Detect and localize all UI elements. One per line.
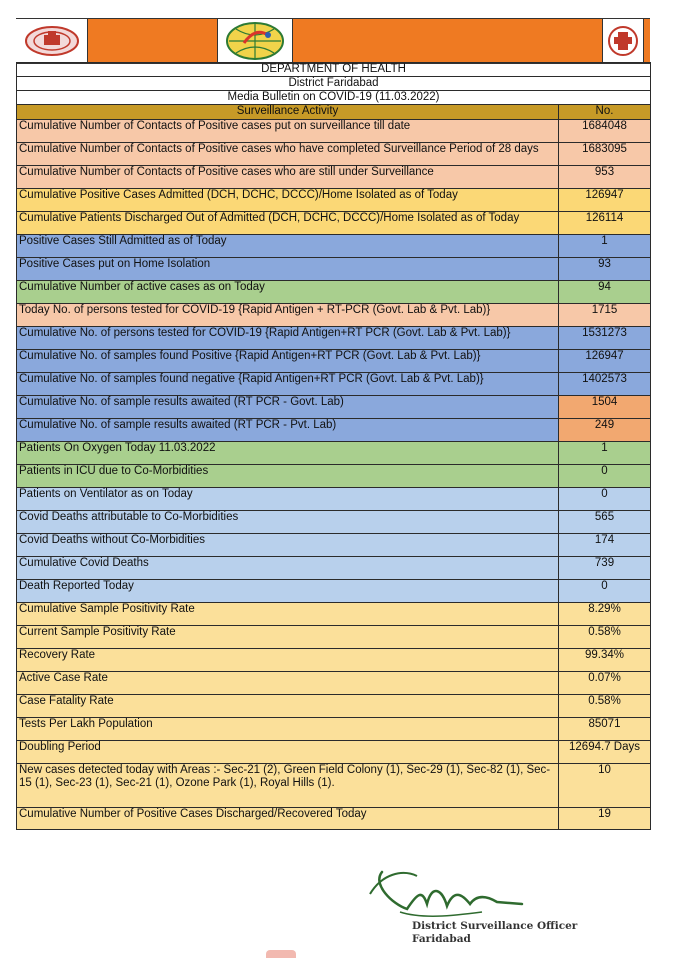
activity-value: 1715 (559, 304, 651, 327)
column-header-row (17, 105, 651, 120)
activity-value: 953 (559, 166, 651, 189)
banner-orange-block-1 (88, 19, 218, 63)
activity-label: New cases detected today with Areas :- Sec-21 (2), Green Field Colony (1), Sec-29 (1), Sec-82 (1), Sec-15 (1), Sec-23 (1), Sec-21 (1), Ozone Park (1), Royal Hills (1). (17, 764, 559, 808)
activity-value: 249 (559, 419, 651, 442)
table-row (17, 350, 651, 373)
activity-value: 174 (559, 534, 651, 557)
activity-label: Patients in ICU due to Co-Morbidities (17, 465, 559, 488)
table-row (17, 281, 651, 304)
activity-label: Today No. of persons tested for COVID-19 {Rapid Antigen + RT-PCR (Govt. Lab & Pvt. Lab)} (17, 304, 559, 327)
table-row (17, 488, 651, 511)
banner-orange-block-2 (293, 19, 604, 63)
table-row (17, 327, 651, 350)
table-row (17, 764, 651, 808)
activity-label: Cumulative Positive Cases Admitted (DCH, DCHC, DCCC)/Home Isolated as of Today (17, 189, 559, 212)
table-row (17, 373, 651, 396)
table-row (17, 695, 651, 718)
right-logo-cell (603, 19, 644, 63)
activity-label: Cumulative Sample Positivity Rate (17, 603, 559, 626)
table-row (17, 672, 651, 695)
table-row (17, 212, 651, 235)
district-title: District Faridabad (17, 77, 651, 91)
haryana-emblem-icon (24, 25, 80, 57)
column-header-number: No. (559, 105, 651, 120)
table-row (17, 808, 651, 830)
activity-label: Positive Cases Still Admitted as of Today (17, 235, 559, 258)
activity-value: 94 (559, 281, 651, 304)
activity-value: 10 (559, 764, 651, 808)
header-row-district (17, 77, 651, 91)
activity-label: Cumulative Number of Positive Cases Discharged/Recovered Today (17, 808, 559, 830)
activity-label: Patients On Oxygen Today 11.03.2022 (17, 442, 559, 465)
page-tab-marker (266, 950, 296, 958)
activity-value: 0.07% (559, 672, 651, 695)
table-row (17, 603, 651, 626)
activity-value: 0 (559, 465, 651, 488)
table-row (17, 442, 651, 465)
table-row (17, 396, 651, 419)
table-row (17, 304, 651, 327)
table-row (17, 557, 651, 580)
activity-value: 126947 (559, 350, 651, 373)
activity-value: 739 (559, 557, 651, 580)
table-row (17, 580, 651, 603)
table-row (17, 166, 651, 189)
table-row (17, 120, 651, 143)
activity-value: 565 (559, 511, 651, 534)
table-row (17, 741, 651, 764)
table-row (17, 235, 651, 258)
haryana-logo-cell (16, 19, 88, 63)
activity-label: Cumulative No. of sample results awaited (RT PCR - Pvt. Lab) (17, 419, 559, 442)
activity-value: 93 (559, 258, 651, 281)
signature-designation: District Surveillance Officer (412, 920, 578, 932)
header-row-bulletin (17, 91, 651, 105)
activity-label: Doubling Period (17, 741, 559, 764)
activity-label: Death Reported Today (17, 580, 559, 603)
activity-value: 8.29% (559, 603, 651, 626)
activity-label: Active Case Rate (17, 672, 559, 695)
activity-value: 12694.7 Days (559, 741, 651, 764)
table-row (17, 534, 651, 557)
column-header-activity: Surveillance Activity (17, 105, 559, 120)
activity-value: 19 (559, 808, 651, 830)
signature-location: Faridabad (412, 933, 471, 945)
activity-label: Covid Deaths without Co-Morbidities (17, 534, 559, 557)
activity-label: Cumulative No. of samples found negative {Rapid Antigen+RT PCR (Govt. Lab & Pvt. Lab)} (17, 373, 559, 396)
activity-label: Cumulative No. of sample results awaited (RT PCR - Govt. Lab) (17, 396, 559, 419)
activity-value: 0.58% (559, 626, 651, 649)
activity-label: Current Sample Positivity Rate (17, 626, 559, 649)
activity-label: Tests Per Lakh Population (17, 718, 559, 741)
activity-value: 1402573 (559, 373, 651, 396)
activity-label: Cumulative Number of Contacts of Positive cases put on surveillance till date (17, 120, 559, 143)
activity-value: 1 (559, 442, 651, 465)
activity-value: 126947 (559, 189, 651, 212)
table-row (17, 189, 651, 212)
activity-label: Cumulative No. of persons tested for COVID-19 {Rapid Antigen+RT PCR (Govt. Lab & Pvt. Lab)} (17, 327, 559, 350)
table-row (17, 511, 651, 534)
activity-value: 126114 (559, 212, 651, 235)
activity-label: Cumulative Number of Contacts of Positive cases who are still under Surveillance (17, 166, 559, 189)
bulletin-title: Media Bulletin on COVID-19 (11.03.2022) (17, 91, 651, 105)
activity-value: 1684048 (559, 120, 651, 143)
activity-label: Covid Deaths attributable to Co-Morbidities (17, 511, 559, 534)
activity-label: Case Fatality Rate (17, 695, 559, 718)
activity-value: 99.34% (559, 649, 651, 672)
activity-label: Cumulative Number of Contacts of Positive cases who have completed Surveillance Period of 28 days (17, 143, 559, 166)
activity-value: 0 (559, 488, 651, 511)
activity-label: Cumulative Patients Discharged Out of Admitted (DCH, DCHC, DCCC)/Home Isolated as of Today (17, 212, 559, 235)
bulletin-table (16, 62, 651, 830)
table-row (17, 626, 651, 649)
table-row (17, 419, 651, 442)
nhm-globe-icon (224, 21, 286, 61)
activity-label: Patients on Ventilator as on Today (17, 488, 559, 511)
table-row (17, 649, 651, 672)
activity-value: 0.58% (559, 695, 651, 718)
header-banner (16, 18, 650, 64)
header-row-department (17, 63, 651, 77)
activity-value: 1531273 (559, 327, 651, 350)
table-row (17, 143, 651, 166)
department-title: DEPARTMENT OF HEALTH (17, 63, 651, 77)
activity-value: 1683095 (559, 143, 651, 166)
activity-value: 85071 (559, 718, 651, 741)
activity-value: 1 (559, 235, 651, 258)
activity-value: 1504 (559, 396, 651, 419)
activity-label: Positive Cases put on Home Isolation (17, 258, 559, 281)
banner-orange-block-3 (644, 19, 650, 63)
table-row (17, 718, 651, 741)
activity-label: Cumulative Covid Deaths (17, 557, 559, 580)
nhm-logo-cell (218, 19, 292, 63)
table-row (17, 258, 651, 281)
health-emblem-icon (607, 23, 639, 59)
activity-value: 0 (559, 580, 651, 603)
activity-label: Recovery Rate (17, 649, 559, 672)
activity-label: Cumulative Number of active cases as on Today (17, 281, 559, 304)
activity-label: Cumulative No. of samples found Positive {Rapid Antigen+RT PCR (Govt. Lab & Pvt. Lab)} (17, 350, 559, 373)
table-row (17, 465, 651, 488)
